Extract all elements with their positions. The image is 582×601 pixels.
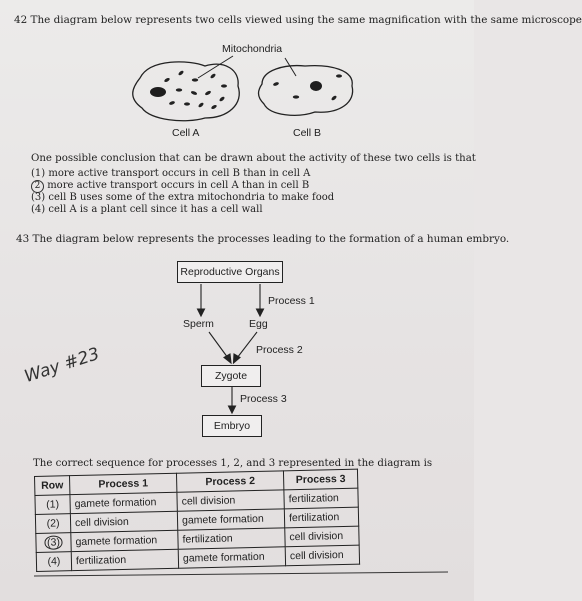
handwritten-note: Way #23 (22, 344, 103, 388)
table-cell: fertilization (284, 488, 358, 509)
cell-b-outline (259, 66, 353, 116)
q42-option-1[interactable]: (1) more active transport occurs in cell B than in cell A (31, 168, 311, 179)
page-divider (34, 572, 448, 576)
question-43-number: 43 (16, 233, 30, 245)
column-header: Process 3 (283, 469, 357, 490)
cell-a-outline (133, 62, 240, 121)
question-42-number: 42 (14, 14, 28, 26)
circled-answer-mark: (3) (44, 535, 63, 549)
cell-a-mitochondria (164, 70, 227, 110)
question-43-prompt: The correct sequence for processes 1, 2, and 3 represented in the diagram is (33, 458, 433, 469)
column-header: Process 1 (70, 473, 177, 494)
cell-a-nucleus (150, 87, 166, 97)
label-egg: Egg (249, 318, 268, 330)
label-process-2: Process 2 (256, 344, 303, 356)
question-43-text: The diagram below represents the processes leading to the formation of a human embryo. (32, 233, 510, 245)
table-cell: gamete formation (178, 547, 285, 568)
row-number: (2) (35, 514, 70, 534)
q42-option-2[interactable]: 2 more active transport occurs in cell A than in cell B (31, 180, 309, 193)
row-number: (4) (36, 552, 71, 572)
table-cell: fertilization (284, 507, 358, 528)
row-number: (1) (35, 495, 70, 515)
column-header: Process 2 (176, 471, 283, 492)
table-cell: gamete formation (177, 509, 284, 530)
cell-b-nucleus (310, 81, 322, 91)
answer-table (34, 469, 360, 572)
q42-option-4[interactable]: (4) cell A is a plant cell since it has a cell wall (31, 204, 263, 215)
box-embryo: Embryo (202, 415, 262, 437)
question-42-text: The diagram below represents two cells viewed using the same magnification with the same microscope (30, 14, 582, 26)
table-cell: gamete formation (71, 530, 178, 551)
box-zygote: Zygote (201, 365, 261, 387)
cell-b-mitochondria (273, 74, 342, 101)
table-cell: cell division (70, 511, 177, 532)
table-cell: cell division (285, 526, 359, 547)
table-cell: fertilization (178, 528, 285, 549)
row-number-circled (36, 533, 71, 553)
q42-option-3[interactable]: (3) cell B uses some of the extra mitochondria to make food (31, 192, 335, 203)
box-reproductive-organs: Reproductive Organs (177, 261, 283, 283)
column-header: Row (35, 476, 70, 496)
label-cell-a: Cell A (172, 127, 200, 139)
table-cell: gamete formation (70, 492, 177, 513)
table-cell: fertilization (71, 549, 178, 570)
label-sperm: Sperm (183, 318, 214, 330)
question-43-stem (16, 233, 509, 245)
label-cell-b: Cell B (293, 127, 322, 139)
table-cell: cell division (285, 545, 359, 566)
label-mitochondria: Mitochondria (222, 43, 283, 55)
question-42-prompt: One possible conclusion that can be drawn about the activity of these two cells is that (31, 153, 476, 164)
table-cell: cell division (177, 490, 284, 511)
label-process-3: Process 3 (240, 393, 287, 405)
label-process-1: Process 1 (268, 295, 315, 307)
circled-answer-mark: 2 (31, 180, 44, 193)
